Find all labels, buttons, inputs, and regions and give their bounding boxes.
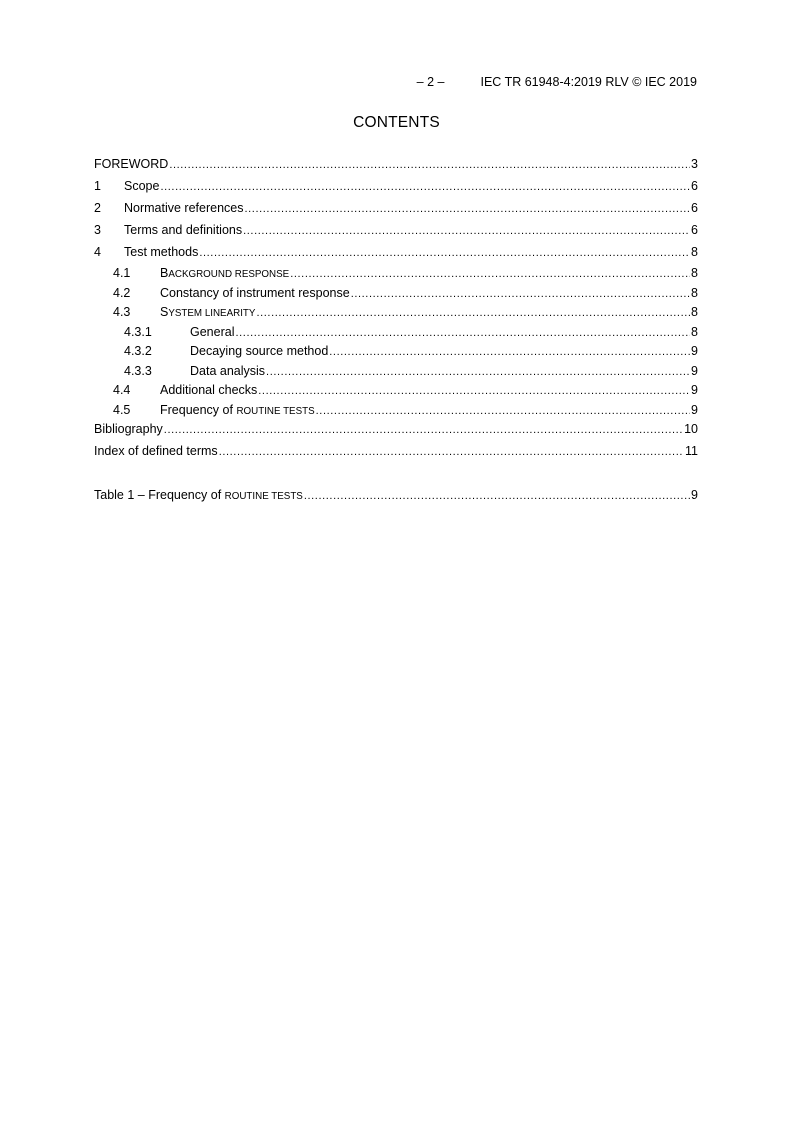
toc-entry-page: 8 [691,266,698,280]
toc-entry-4-5[interactable] [94,403,698,423]
toc-entry-number: 2 [94,201,101,215]
toc-entry-page: 8 [691,305,698,319]
toc-entry-label: Constancy of instrument response [160,285,350,300]
toc-entry-4-3[interactable] [94,305,698,325]
dot-leader [219,446,684,458]
toc-entry-label: Additional checks [160,383,258,397]
toc-entry-foreword[interactable] [94,157,698,179]
dot-leader [316,405,690,417]
toc-entry-label: Index of defined terms [94,444,218,458]
dot-leader [243,225,690,237]
toc-entry-label: Scope [124,179,160,193]
toc-entry-number: 4.5 [113,402,131,417]
toc-entry-normative-references[interactable] [94,201,698,223]
toc-entry-number: 4.4 [113,383,131,397]
toc-entry-page: 9 [691,363,698,378]
toc-entry-label: Terms and definitions [124,223,243,237]
toc-entry-terms-definitions[interactable] [94,223,698,245]
toc-entry-label: Data analysis [190,363,266,378]
toc-entry-page: 6 [691,223,698,237]
toc-entry-number: 4.3.1 [124,324,152,339]
toc-entry-number: 4.1 [113,266,131,280]
toc-entry-page: 11 [685,444,698,458]
page-number: – 2 – [416,75,445,89]
toc-entry-bibliography[interactable] [94,422,698,444]
dot-leader [245,203,691,215]
toc-entry-4-4[interactable] [94,383,698,403]
toc-entry-label: Frequency of ROUTINE TESTS [160,402,315,417]
document-id: IEC TR 61948-4:2019 RLV © IEC 2019 [480,75,697,89]
toc-entry-4-2[interactable] [94,286,698,306]
dot-leader [256,307,690,319]
dot-leader [164,424,683,436]
dot-leader [169,159,690,171]
dot-leader [266,366,690,378]
dot-leader [351,288,690,300]
toc-entry-index[interactable] [94,444,698,466]
table-of-contents [94,157,698,510]
toc-entry-label: General [190,324,235,339]
toc-entry-label: Bibliography [94,422,163,436]
dot-leader [304,490,690,502]
page-header [417,75,697,89]
toc-entry-page: 3 [691,157,698,171]
toc-entry-label: Decaying source method [190,344,329,358]
toc-entry-label: BACKGROUND RESPONSE [160,266,290,280]
toc-entry-number: 4.3 [113,305,131,319]
dot-leader [290,268,690,280]
toc-entry-test-methods[interactable] [94,245,698,266]
toc-entry-page: 9 [691,402,698,417]
toc-entry-page: 8 [691,324,698,339]
dot-leader [329,346,690,358]
toc-entry-label: Table 1 – Frequency of ROUTINE TESTS [94,488,303,502]
toc-entry-4-3-2[interactable] [94,344,698,364]
toc-entry-4-3-3[interactable] [94,364,698,384]
toc-entry-page: 10 [684,422,698,436]
toc-entry-4-3-1[interactable] [94,325,698,345]
toc-entry-page: 8 [691,285,698,300]
toc-entry-number: 4 [94,245,101,259]
toc-entry-label: Test methods [124,245,199,259]
toc-entry-page: 8 [691,245,698,259]
toc-entry-number: 4.3.3 [124,363,152,378]
toc-entry-scope[interactable] [94,179,698,201]
toc-entry-label: Normative references [124,201,244,215]
dot-leader [199,247,690,259]
dot-leader [235,327,690,339]
toc-entry-label: FOREWORD [94,157,169,171]
toc-entry-table-1[interactable] [94,488,698,510]
toc-entry-page: 9 [691,488,698,502]
toc-entry-number: 4.3.2 [124,344,152,358]
toc-entry-page: 6 [691,201,698,215]
toc-entry-page: 9 [691,383,698,397]
toc-entry-page: 6 [691,179,698,193]
page-title: CONTENTS [353,114,440,131]
toc-entry-number: 1 [94,179,101,193]
toc-spacer [94,466,698,488]
toc-entry-number: 4.2 [113,285,131,300]
toc-entry-number: 3 [94,223,101,237]
toc-entry-label: SYSTEM LINEARITY [160,305,256,319]
toc-entry-page: 9 [691,344,698,358]
toc-entry-4-1[interactable] [94,266,698,286]
dot-leader [258,385,690,397]
dot-leader [160,181,690,193]
